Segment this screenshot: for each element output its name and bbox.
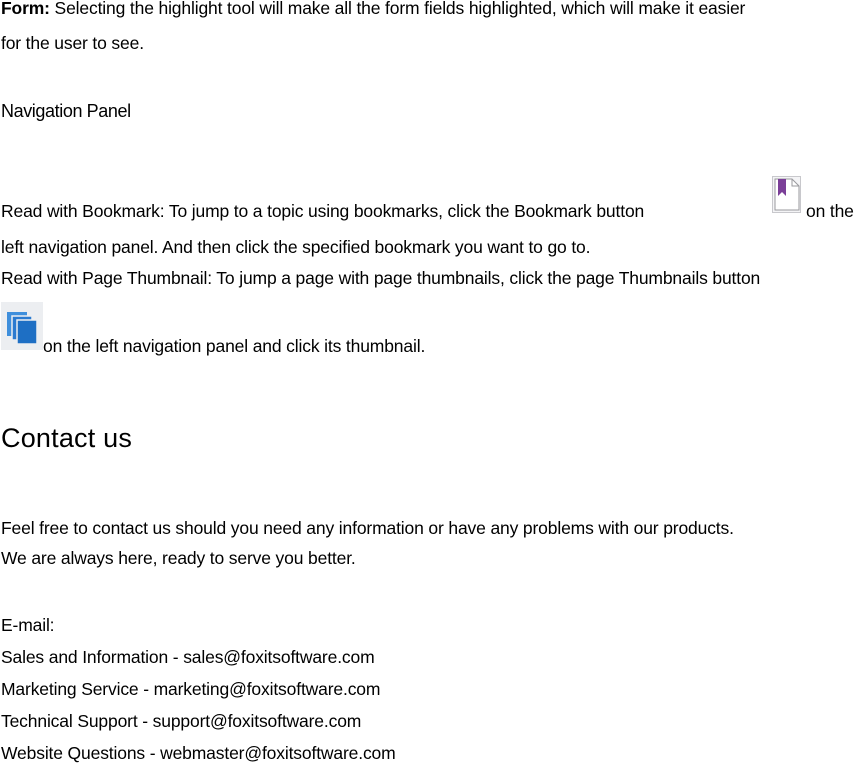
form-paragraph-line-1 [1, 0, 745, 19]
thumbnail-paragraph-line-1: Read with Page Thumbnail: To jump a page with page thumbnails, click the page Thumbnails button [1, 268, 761, 288]
email-support: Technical Support - support@foxitsoftware.com [1, 711, 362, 731]
bookmark-icon [772, 176, 801, 213]
bookmark-paragraph-line-2: left navigation panel. And then click the specified bookmark you want to go to. [1, 237, 591, 257]
email-marketing: Marketing Service - marketing@foxitsoftware.com [1, 679, 381, 699]
form-description: Selecting the highlight tool will make all the form fields highlighted, which will make it easier [54, 0, 746, 18]
bookmark-text-before-icon: Read with Bookmark: To jump to a topic using bookmarks, click the Bookmark button [1, 201, 645, 221]
email-label: E-mail: [1, 615, 55, 635]
email-webmaster: Website Questions - webmaster@foxitsoftware.com [1, 743, 396, 763]
bookmark-button[interactable] [772, 176, 801, 213]
email-sales: Sales and Information - sales@foxitsoftware.com [1, 647, 375, 667]
form-label: Form: [1, 0, 50, 18]
page-thumbnails-icon [1, 302, 43, 350]
bookmark-text-after-icon: on the [806, 201, 854, 221]
form-paragraph-line-2: for the user to see. [1, 33, 144, 53]
page-thumbnails-button[interactable] [1, 302, 43, 350]
contact-us-heading: Contact us [1, 423, 133, 453]
thumbnail-paragraph-line-2: on the left navigation panel and click its thumbnail. [43, 336, 426, 356]
contact-intro-line-2: We are always here, ready to serve you better. [1, 548, 356, 568]
bookmark-paragraph-line-1 [1, 200, 644, 222]
contact-intro-line-1: Feel free to contact us should you need any information or have any problems with our products. [1, 518, 734, 538]
navigation-panel-heading: Navigation Panel [1, 101, 131, 121]
